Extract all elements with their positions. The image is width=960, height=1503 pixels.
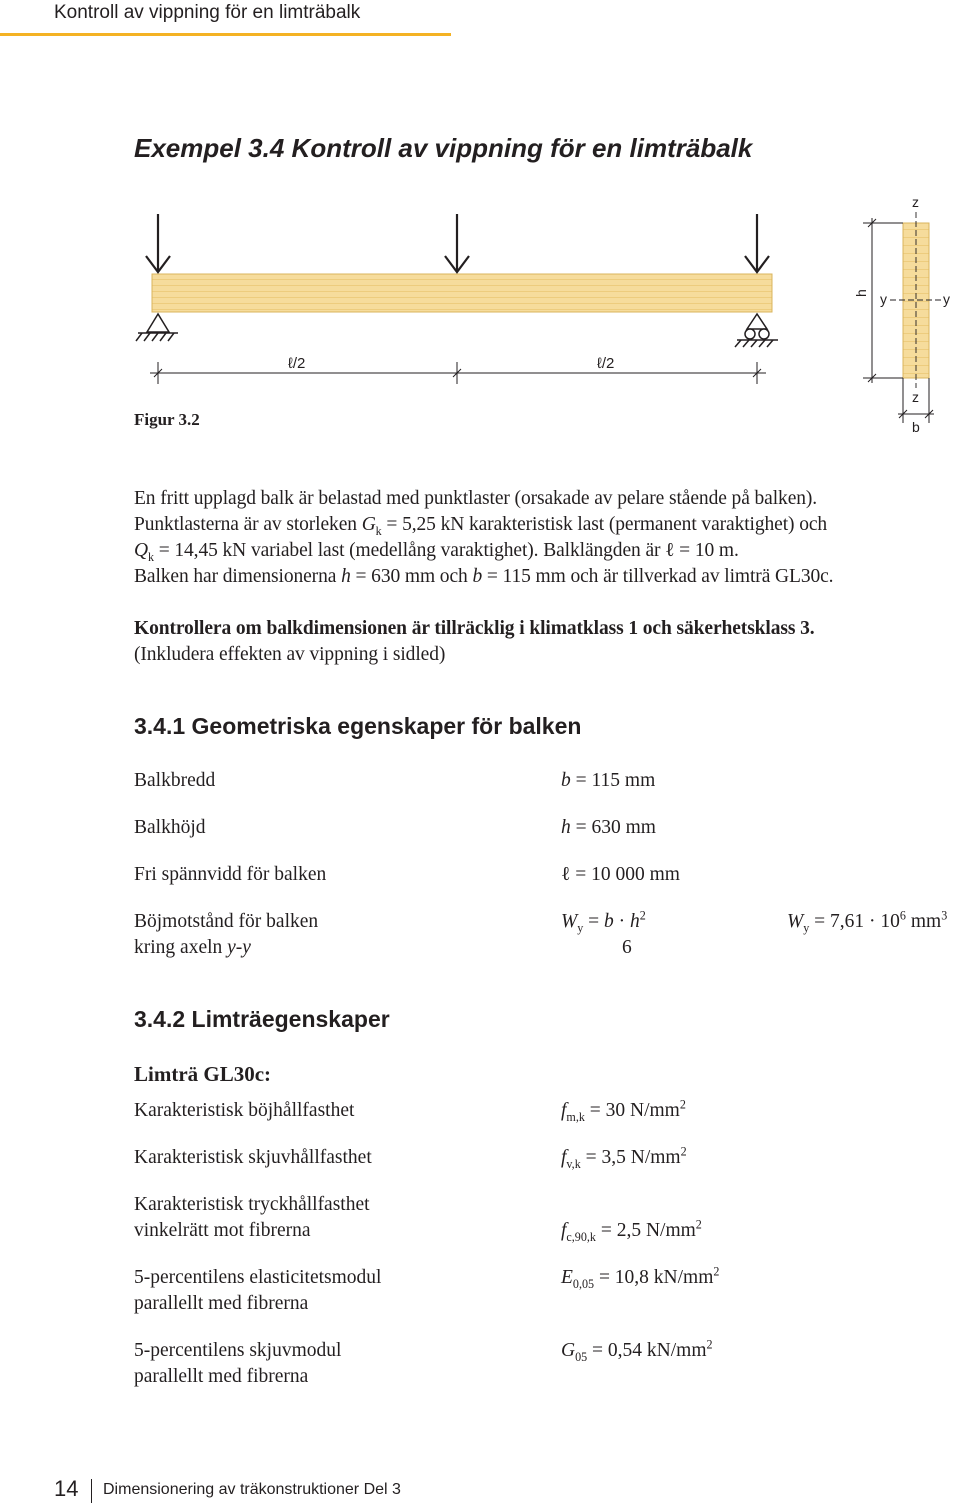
span-label-right: ℓ/2	[597, 355, 615, 372]
beam-figure	[130, 190, 950, 440]
header-rule	[0, 33, 451, 36]
exponent: 2	[639, 908, 646, 923]
section-heading-geometry: 3.4.1 Geometriska egenskaper för balken	[134, 713, 582, 739]
intro-text: = 14,45 kN variabel last (medellång varaktighet). Balklängden är ℓ = 10 m.	[153, 540, 739, 561]
subscript: k	[375, 523, 382, 538]
section-modulus-formula	[561, 909, 646, 935]
height-label: h	[853, 289, 869, 297]
equals: =	[583, 911, 605, 932]
example-title: Exempel 3.4 Kontroll av vippning för en limträbalk	[134, 133, 753, 163]
compression-strength-value	[561, 1218, 702, 1244]
symbol-f: f	[561, 1220, 567, 1241]
value-text: mm	[905, 911, 942, 932]
task-line-1: Kontrollera om balkdimensionen är tillräcklig i klimatklass 1 och säkerhetsklass 3.	[134, 618, 815, 639]
span-dimension	[150, 362, 766, 384]
value-text: = 3,5 N/mm	[580, 1147, 681, 1168]
section-heading-material: 3.4.2 Limträegenskaper	[134, 1006, 390, 1032]
axis-z-top: z	[912, 194, 919, 210]
material-name: Limträ GL30c:	[134, 1062, 272, 1086]
value-text: = 630 mm	[570, 817, 656, 838]
value-text: = 10,8 kN/mm	[594, 1267, 714, 1288]
subscript: m,k	[566, 1109, 585, 1124]
subscript: v,k	[566, 1156, 581, 1171]
intro-line-4	[134, 564, 833, 590]
shear-modulus-label-2: parallellt med fibrerna	[134, 1366, 309, 1387]
intro-text: Balken har dimensionerna	[134, 566, 342, 587]
width-label: Balkbredd	[134, 770, 216, 791]
intro-line-2	[134, 512, 827, 538]
intro-text: En fritt upplagd balk är belastad med punktlaster (orsakade av pelare stående på balken).	[134, 488, 818, 509]
running-header: Kontroll av vippning för en limträbalk	[54, 2, 361, 23]
load-arrow	[745, 214, 769, 272]
figure-caption: Figur 3.2	[134, 410, 200, 429]
symbol-f: f	[561, 1100, 567, 1121]
exponent: 2	[680, 1144, 687, 1159]
label-text: kring axeln	[134, 937, 228, 958]
intro-line-1	[134, 486, 817, 512]
shear-strength-label: Karakteristisk skjuvhållfasthet	[134, 1147, 372, 1168]
symbol-g: G	[561, 1340, 576, 1361]
intro-line-3	[134, 538, 739, 564]
subscript: c,90,k	[566, 1229, 596, 1244]
value-text: = 7,61 · 10	[809, 911, 900, 932]
symbol-q: Q	[134, 540, 148, 561]
subscript: 05	[575, 1349, 588, 1364]
symbol-h: h	[341, 566, 351, 587]
symbol-g: G	[361, 514, 376, 535]
compression-strength-label-2: vinkelrätt mot fibrerna	[134, 1220, 311, 1241]
section-modulus-label: Böjmotstånd för balken	[134, 911, 319, 932]
value-text: = 2,5 N/mm	[595, 1220, 696, 1241]
page-number: 14	[54, 1476, 79, 1501]
exponent: 2	[679, 1097, 686, 1112]
span-label-left: ℓ/2	[288, 355, 306, 372]
elastic-modulus-value	[561, 1265, 719, 1291]
exponent: 2	[695, 1217, 702, 1232]
intro-text: = 115 mm och är tillverkad av limträ GL30c.	[482, 566, 834, 587]
bending-strength-label: Karakteristisk böjhållfasthet	[134, 1100, 355, 1121]
compression-strength-label: Karakteristisk tryckhållfasthet	[134, 1194, 370, 1215]
bending-strength-value	[561, 1098, 686, 1124]
value-text: = 115 mm	[570, 770, 656, 791]
symbol-f: f	[561, 1147, 567, 1168]
exponent: 3	[941, 908, 948, 923]
exponent: 2	[713, 1264, 720, 1279]
subscript: y	[577, 920, 584, 935]
axis-y-right: y	[943, 291, 950, 307]
roller-support	[735, 314, 778, 347]
subscript: y	[803, 920, 810, 935]
height-value	[561, 815, 656, 841]
symbol-e: E	[561, 1267, 573, 1288]
shear-modulus-label: 5-percentilens skjuvmodul	[134, 1340, 342, 1361]
symbol-b: b	[561, 770, 571, 791]
section-modulus-result	[787, 909, 947, 935]
height-label: Balkhöjd	[134, 817, 206, 838]
span-value: ℓ = 10 000 mm	[561, 864, 680, 885]
load-arrow	[146, 214, 170, 272]
shear-modulus-value	[561, 1338, 713, 1364]
task-line-2: (Inkludera effekten av vippning i sidled)	[134, 644, 446, 665]
footer-divider	[91, 1479, 92, 1503]
pinned-support	[136, 314, 178, 341]
exponent: 2	[706, 1337, 713, 1352]
intro-text: = 5,25 kN karakteristisk last (permanent varaktighet) och	[381, 514, 828, 535]
symbol-h: h	[630, 911, 640, 932]
exponent: 6	[899, 908, 906, 923]
intro-text: = 630 mm och	[350, 566, 473, 587]
axis-y-left: y	[880, 291, 887, 307]
section-modulus-label-2	[134, 935, 251, 961]
value-text: = 0,54 kN/mm	[587, 1340, 707, 1361]
publication-title: Dimensionering av träkonstruktioner Del 3	[103, 1481, 401, 1498]
axis-symbol: y-y	[227, 937, 251, 958]
beam-body	[152, 274, 772, 312]
intro-text: Punktlasterna är av storleken	[134, 514, 362, 535]
symbol-b: b	[604, 911, 614, 932]
cross-section	[903, 223, 929, 378]
subscript: k	[147, 549, 154, 564]
span-label: Fri spännvidd för balken	[134, 864, 327, 885]
dot: ·	[613, 911, 631, 932]
shear-strength-value	[561, 1145, 687, 1171]
subscript: 0,05	[572, 1276, 595, 1291]
symbol-w: W	[787, 911, 804, 932]
elastic-modulus-label: 5-percentilens elasticitetsmodul	[134, 1267, 382, 1288]
axis-z-bottom: z	[912, 389, 919, 405]
symbol-h: h	[561, 817, 571, 838]
symbol-b: b	[472, 566, 483, 587]
width-label: b	[912, 419, 920, 435]
formula-denominator: 6	[622, 937, 632, 958]
load-arrow	[445, 214, 469, 272]
symbol-w: W	[561, 911, 578, 932]
value-text: = 30 N/mm	[584, 1100, 680, 1121]
width-value	[561, 768, 655, 794]
elastic-modulus-label-2: parallellt med fibrerna	[134, 1293, 309, 1314]
